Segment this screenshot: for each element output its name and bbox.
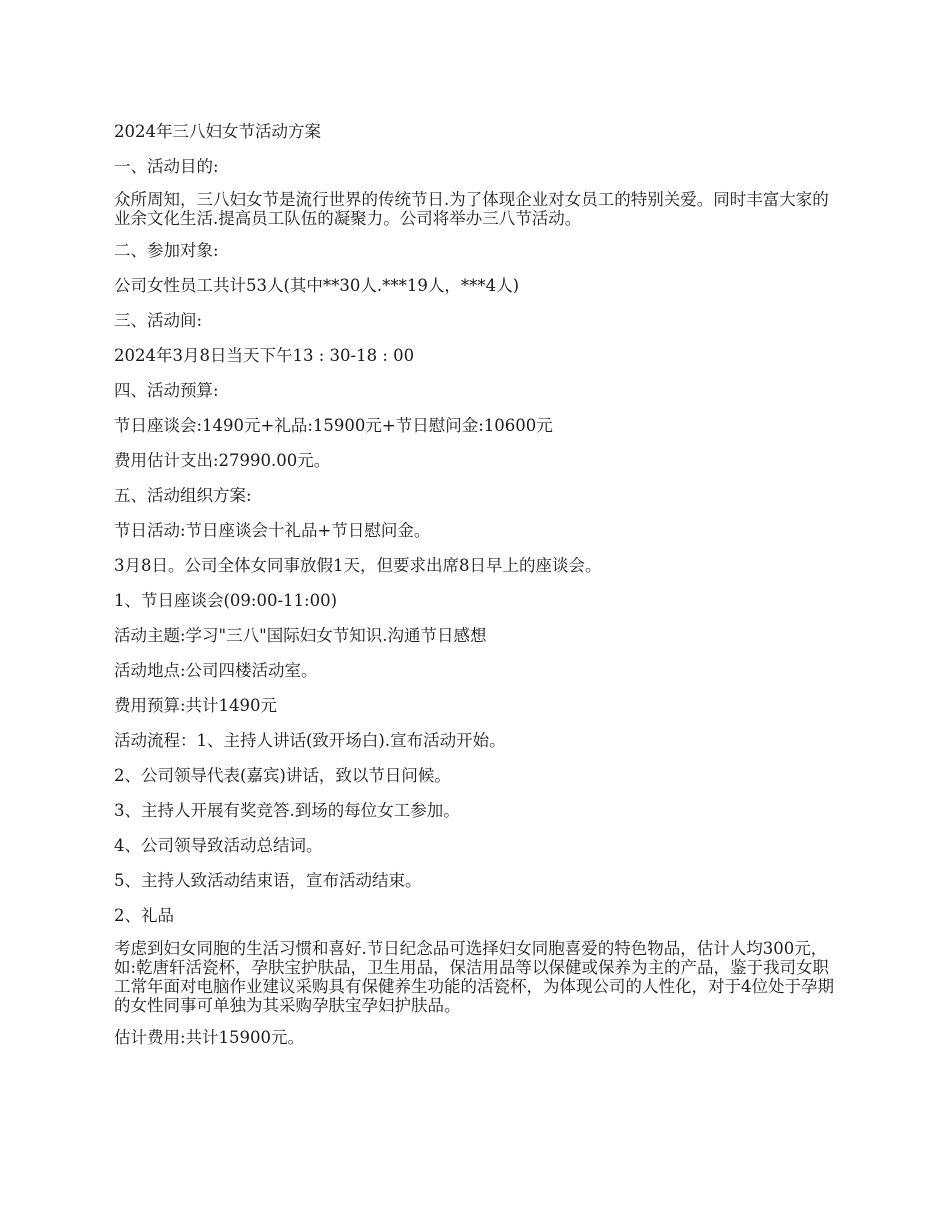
gifts-paragraph: 考虑到妇女同胞的生活习惯和喜好.节日纪念品可选择妇女同胞喜爱的特色物品，估计人均300元，如:乾唐轩活瓷杯，孕肤宝护肤品，卫生用品，保洁用品等以保健或保养为主的产品，鉴于我司女职工常年面对电脑作业建议采购具有保健养生功能的活瓷杯，为体现公司的人性化，对于4位处于孕期的女性同事可单独为其采购孕肤宝孕妇护肤品。 xyxy=(114,939,834,1015)
symposium-process-step-3: 3、主持人开展有奖竞答.到场的每位女工参加。 xyxy=(114,801,460,820)
participants-paragraph: 公司女性员工共计53人(其中**30人.***19人，***4人) xyxy=(114,276,520,295)
symposium-location: 活动地点:公司四楼活动室。 xyxy=(114,661,318,680)
purpose-paragraph: 众所周知，三八妇女节是流行世界的传统节日.为了体现企业对女员工的特别关爱。同时丰富大家的业余文化生活.提高员工队伍的凝聚力。公司将举办三八节活动。 xyxy=(114,190,829,228)
section-heading-participants: 二、参加对象: xyxy=(114,241,219,260)
symposium-theme: 活动主题:学习"三八"国际妇女节知识.沟通节日感想 xyxy=(114,626,487,645)
time-paragraph: 2024年3月8日当天下午13 : 30-18 : 00 xyxy=(114,346,415,365)
plan-activities: 节日活动:节日座谈会十礼品+节日慰问金。 xyxy=(114,521,431,540)
symposium-process-step-2: 2、公司领导代表(嘉宾)讲话，致以节日问候。 xyxy=(114,766,451,785)
symposium-process-step-1: 活动流程：1、主持人讲话(致开场白).宣布活动开始。 xyxy=(114,731,506,750)
document-title: 2024年三八妇女节活动方案 xyxy=(114,122,321,141)
symposium-process-step-5: 5、主持人致活动结束语，宣布活动结束。 xyxy=(114,871,422,890)
section-heading-purpose: 一、活动目的: xyxy=(114,157,219,176)
budget-total: 费用估计支出:27990.00元。 xyxy=(114,451,331,470)
symposium-budget: 费用预算:共计1490元 xyxy=(114,696,278,715)
subsection-heading-symposium: 1、节日座谈会(09:00-11:00) xyxy=(114,591,338,610)
gifts-budget: 估计费用:共计15900元。 xyxy=(114,1028,305,1047)
section-heading-budget: 四、活动预算: xyxy=(114,381,219,400)
section-heading-plan: 五、活动组织方案: xyxy=(114,486,252,505)
budget-breakdown: 节日座谈会:1490元+礼品:15900元+节日慰问金:10600元 xyxy=(114,416,553,435)
section-heading-time: 三、活动间: xyxy=(114,311,203,330)
document-body xyxy=(114,120,844,1061)
plan-holiday-note: 3月8日。公司全体女同事放假1天，但要求出席8日早上的座谈会。 xyxy=(114,556,602,575)
subsection-heading-gifts: 2、礼品 xyxy=(114,906,174,925)
symposium-process-step-4: 4、公司领导致活动总结词。 xyxy=(114,836,323,855)
